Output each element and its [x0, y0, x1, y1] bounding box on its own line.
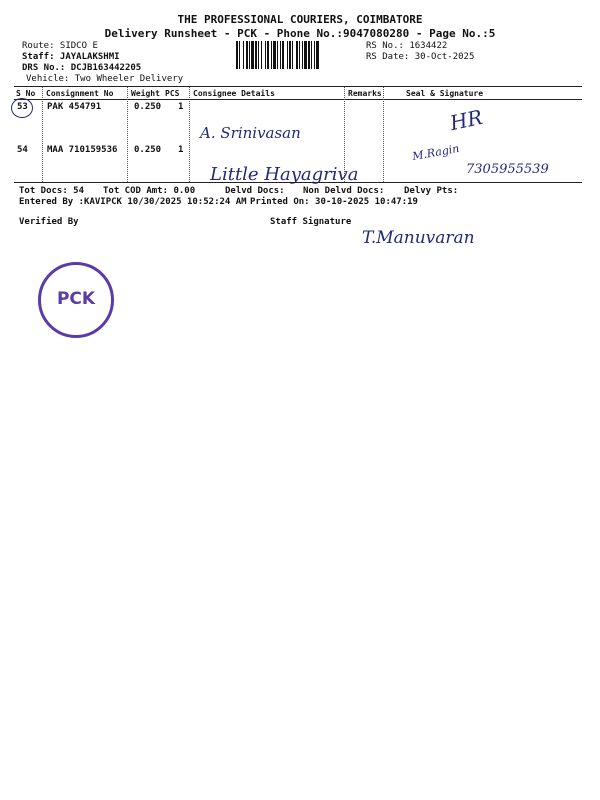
col-pcs: PCS: [165, 89, 180, 98]
handwritten-signature: M.Ragin: [411, 141, 461, 164]
row-weight: 0.250: [134, 102, 162, 112]
stamp-text: PCK: [56, 289, 96, 309]
col-divider: [42, 87, 43, 182]
col-consignee: Consignee Details: [193, 89, 275, 98]
col-divider: [383, 87, 384, 182]
col-sno: S No: [16, 89, 36, 98]
handwritten-consignee: A. Srinivasan: [200, 124, 301, 142]
total-cod: Tot COD Amt: 0.00: [103, 186, 196, 196]
col-divider: [127, 87, 128, 182]
handwritten-consignee: Little Hayagriva: [210, 164, 359, 185]
barcode: [236, 41, 361, 69]
total-docs: Tot Docs: 54: [19, 186, 85, 196]
row-sno: 53: [17, 102, 28, 112]
table-top-rule: [14, 86, 582, 87]
row-pcs: 1: [178, 145, 184, 155]
delivered-docs: Delvd Docs:: [225, 186, 285, 196]
drs-number: DRS No.: DCJB163442205: [22, 63, 142, 73]
row-pcs: 1: [178, 102, 184, 112]
col-divider: [189, 87, 190, 182]
col-seal: Seal & Signature: [406, 89, 484, 98]
delivery-points: Delvy Pts:: [404, 186, 459, 196]
non-delivered-docs: Non Delvd Docs:: [303, 186, 385, 196]
verified-by-label: Verified By: [19, 217, 79, 227]
staff-label: Staff: JAYALAKSHMI: [22, 52, 120, 62]
handwritten-signature: HR: [447, 104, 485, 136]
handwritten-phone: 7305955539: [466, 162, 549, 177]
col-remarks: Remarks: [348, 89, 382, 98]
row-sno: 54: [17, 145, 28, 155]
vehicle-label: Vehicle: Two Wheeler Delivery: [26, 74, 184, 84]
row-consignment: PAK 454791: [47, 102, 102, 112]
row-weight: 0.250: [134, 145, 162, 155]
rs-number: RS No.: 1634422: [366, 41, 448, 51]
runsheet-subtitle: Delivery Runsheet - PCK - Phone No.:9047080280 - Page No.:5: [104, 27, 496, 40]
entered-by: Entered By :KAVIPCK 10/30/2025 10:52:24 AM: [19, 197, 247, 207]
staff-handwritten-signature: T.Manuvaran: [362, 228, 475, 248]
row-consignment: MAA 710159536: [47, 145, 118, 155]
col-consignment: Consignment No: [46, 89, 114, 98]
rs-date: RS Date: 30-Oct-2025: [366, 52, 475, 62]
table-header-rule: [14, 99, 582, 100]
col-weight: Weight: [131, 89, 160, 98]
pck-stamp: [38, 262, 114, 338]
printed-on: Printed On: 30-10-2025 10:47:19: [250, 197, 418, 207]
staff-signature-label: Staff Signature: [270, 217, 352, 227]
table-bottom-rule: [14, 182, 582, 183]
route-label: Route: SIDCO E: [22, 41, 98, 51]
company-title: THE PROFESSIONAL COURIERS, COIMBATORE: [177, 13, 423, 26]
